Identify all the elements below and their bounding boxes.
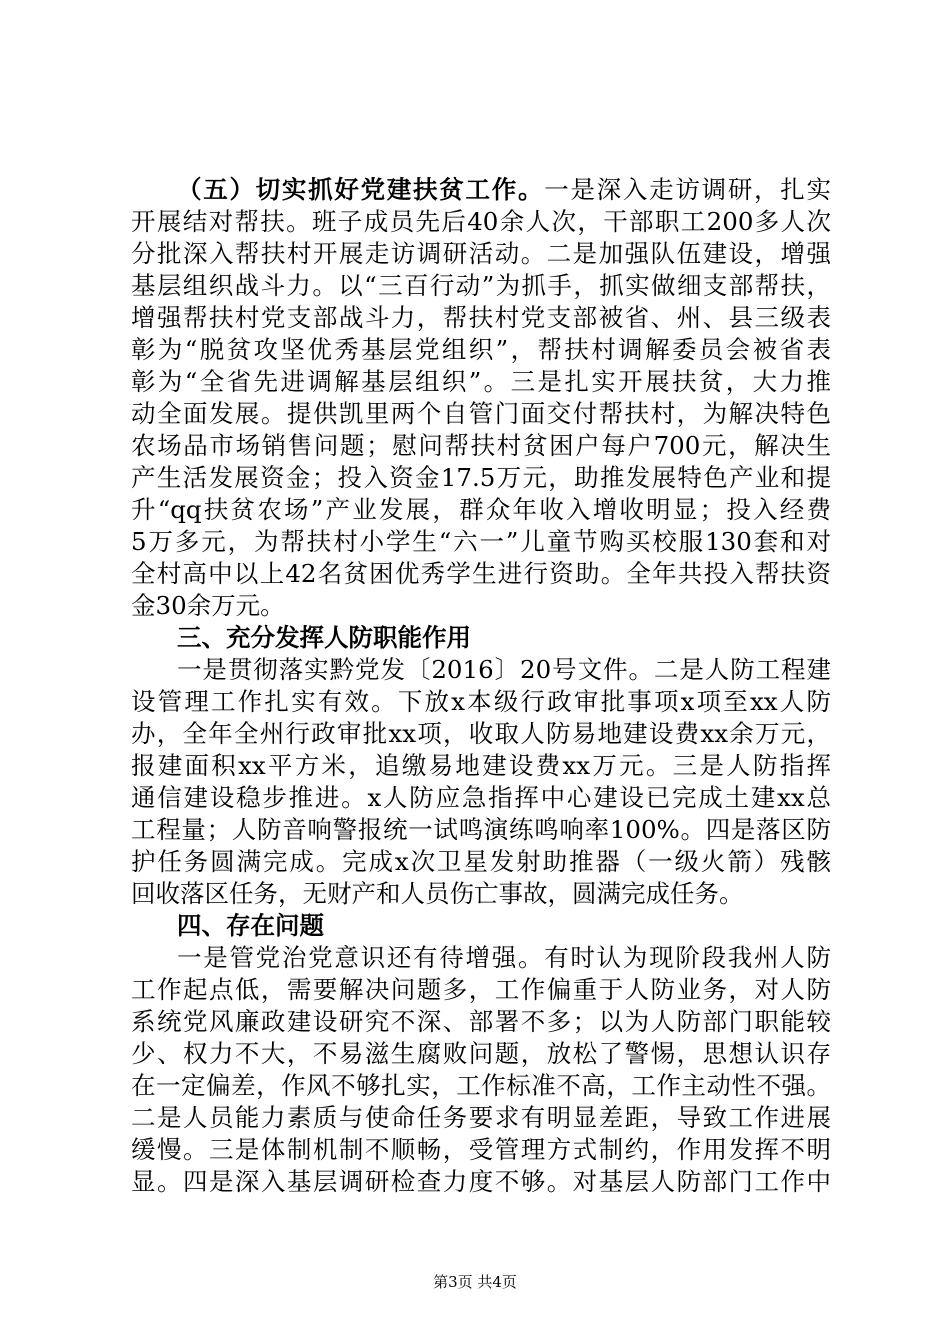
paragraph-line: 彰为“脱贫攻坚优秀基层党组织”，帮扶村调解委员会被省表 xyxy=(131,335,831,364)
paragraph-line: 农场品市场销售问题；慰问帮扶村贫困户每户700元，解决生 xyxy=(131,431,831,460)
paragraph-line: 5万多元，为帮扶村小学生“六一”儿童节购买校服130套和对 xyxy=(131,527,831,556)
bold-lead-text: （五）切实抓好党建扶贫工作。 xyxy=(177,175,545,204)
paragraph-line: 基层组织战斗力。以“三百行动”为抓手，抓实做细支部帮扶， xyxy=(131,271,831,300)
paragraph-line: 护任务圆满完成。完成x次卫星发射助推器（一级火箭）残骸 xyxy=(131,847,831,876)
paragraph-line: 全村高中以上42名贫困优秀学生进行资助。全年共投入帮扶资 xyxy=(131,559,831,588)
paragraph-line: 彰为“全省先进调解基层组织”。三是扎实开展扶贫，大力推 xyxy=(131,367,831,396)
page-footer: 第3页 共4页 xyxy=(433,1273,517,1291)
paragraph-line: 办，全年全州行政审批xx项，收取人防易地建设费xx余万元， xyxy=(131,719,831,748)
paragraph-line: 二是人员能力素质与使命任务要求有明显差距，导致工作进展 xyxy=(131,1103,831,1132)
paragraph-line: 设管理工作扎实有效。下放x本级行政审批事项x项至xx人防 xyxy=(131,687,831,716)
paragraph-line: 动全面发展。提供凯里两个自管门面交付帮扶村，为解决特色 xyxy=(131,399,831,428)
paragraph-line: 缓慢。三是体制机制不顺畅，受管理方式制约，作用发挥不明 xyxy=(131,1135,831,1164)
section-heading: 三、充分发挥人防职能作用 xyxy=(177,623,471,652)
section-heading: 四、存在问题 xyxy=(177,911,324,940)
paragraph-line: 工程量；人防音响警报统一试鸣演练鸣响率100%。四是落区防 xyxy=(131,815,831,844)
paragraph-line: 少、权力不大，不易滋生腐败问题，放松了警惕，思想认识存 xyxy=(131,1039,831,1068)
paragraph-line: 显。四是深入基层调研检查力度不够。对基层人防部门工作中 xyxy=(131,1167,831,1196)
paragraph-line: 报建面积xx平方米，追缴易地建设费xx万元。三是人防指挥 xyxy=(131,751,831,780)
paragraph-line: 一是贯彻落实黔党发〔2016〕20号文件。二是人防工程建 xyxy=(177,655,831,684)
paragraph-line: 分批深入帮扶村开展走访调研活动。二是加强队伍建设，增强 xyxy=(131,239,831,268)
paragraph-line: 回收落区任务，无财产和人员伤亡事故，圆满完成任务。 xyxy=(131,879,744,908)
paragraph-line: 开展结对帮扶。班子成员先后40余人次，干部职工200多人次 xyxy=(131,207,831,236)
paragraph-line: 在一定偏差，作风不够扎实，工作标准不高，工作主动性不强。 xyxy=(131,1071,831,1100)
line-text: 一是深入走访调研，扎实 xyxy=(544,175,832,204)
paragraph-line: 工作起点低，需要解决问题多，工作偏重于人防业务，对人防 xyxy=(131,975,831,1004)
paragraph-line: 增强帮扶村党支部战斗力，帮扶村党支部被省、州、县三级表 xyxy=(131,303,831,332)
paragraph-line xyxy=(177,174,831,206)
paragraph-line: 产生活发展资金；投入资金17.5万元，助推发展特色产业和提 xyxy=(131,463,831,492)
paragraph-line: 金30余万元。 xyxy=(131,591,285,620)
paragraph-line: 升“qq扶贫农场”产业发展，群众年收入增收明显；投入经费 xyxy=(131,495,831,524)
paragraph-line: 一是管党治党意识还有待增强。有时认为现阶段我州人防 xyxy=(177,943,831,972)
paragraph-line: 系统党风廉政建设研究不深、部署不多；以为人防部门职能较 xyxy=(131,1007,831,1036)
paragraph-line: 通信建设稳步推进。x人防应急指挥中心建设已完成土建xx总 xyxy=(131,783,831,812)
